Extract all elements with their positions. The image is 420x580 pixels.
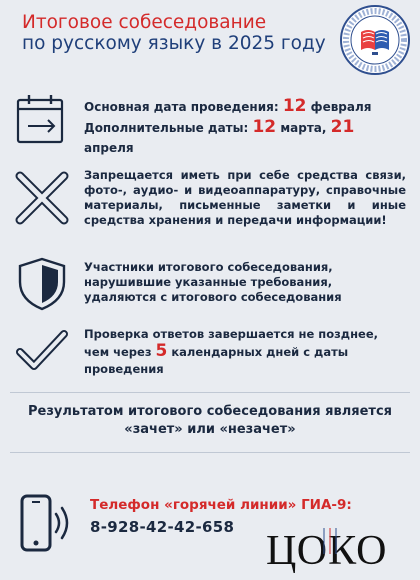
coko-logo-emblem-icon — [318, 524, 358, 558]
coko-logo-text: ЦОКО — [266, 528, 388, 574]
result-statement — [20, 403, 400, 439]
page-title — [22, 12, 326, 54]
extra-date-day-2: 21 — [330, 117, 355, 137]
prohibited-text: Запрещается иметь при себе средства связи, фото-, аудио- и видеоаппаратуру, справочные материалы, письменные заметки и иные средства хранения и передачи информации! — [84, 168, 406, 227]
extra-date-day-1: 12 — [252, 117, 277, 137]
cross-icon — [14, 170, 70, 226]
extra-dates-label: Дополнительные даты: — [84, 121, 253, 135]
main-date-day: 12 — [282, 96, 307, 116]
phone-icon — [16, 490, 78, 556]
check-text-mid-1: чем через — [84, 345, 156, 359]
check-line-3: проведения — [84, 362, 164, 376]
dates-text — [84, 96, 406, 158]
main-date-month: февраля — [306, 100, 372, 114]
ministry-emblem-book-icon — [339, 4, 411, 76]
check-text-mid-2: календарных дней с даты — [167, 345, 349, 359]
divider-top — [10, 392, 410, 393]
coko-logo — [266, 530, 387, 572]
shield-icon — [14, 256, 70, 312]
violators-text: Участники итогового собеседования, нарушившие указанные требования, удаляются с итогового собеседования — [84, 260, 342, 304]
check-line-1: Проверка ответов завершается не позднее, — [84, 327, 378, 341]
check-line-2 — [84, 343, 406, 361]
hotline-number: 8-928-42-42-658 — [90, 518, 235, 536]
calendar-icon — [14, 92, 70, 148]
result-line-1: Результатом итогового собеседования является — [27, 404, 393, 419]
extra-date-month-2: апреля — [84, 141, 134, 155]
title-line-2: по русскому языку в 2025 году — [22, 33, 326, 54]
checkmark-icon — [14, 324, 70, 380]
main-date-line — [84, 96, 406, 117]
extra-date-month-1: марта, — [276, 121, 331, 135]
check-days: 5 — [155, 341, 168, 361]
title-line-1: Итоговое собеседование — [22, 12, 267, 33]
hotline-label: Телефон «горячей линии» ГИА-9: — [90, 497, 352, 513]
main-date-label: Основная дата проведения: — [84, 100, 283, 114]
divider-bottom — [10, 452, 410, 453]
check-text — [84, 326, 406, 378]
result-line-2: «зачет» или «незачет» — [124, 422, 296, 437]
extra-dates-line — [84, 117, 406, 158]
